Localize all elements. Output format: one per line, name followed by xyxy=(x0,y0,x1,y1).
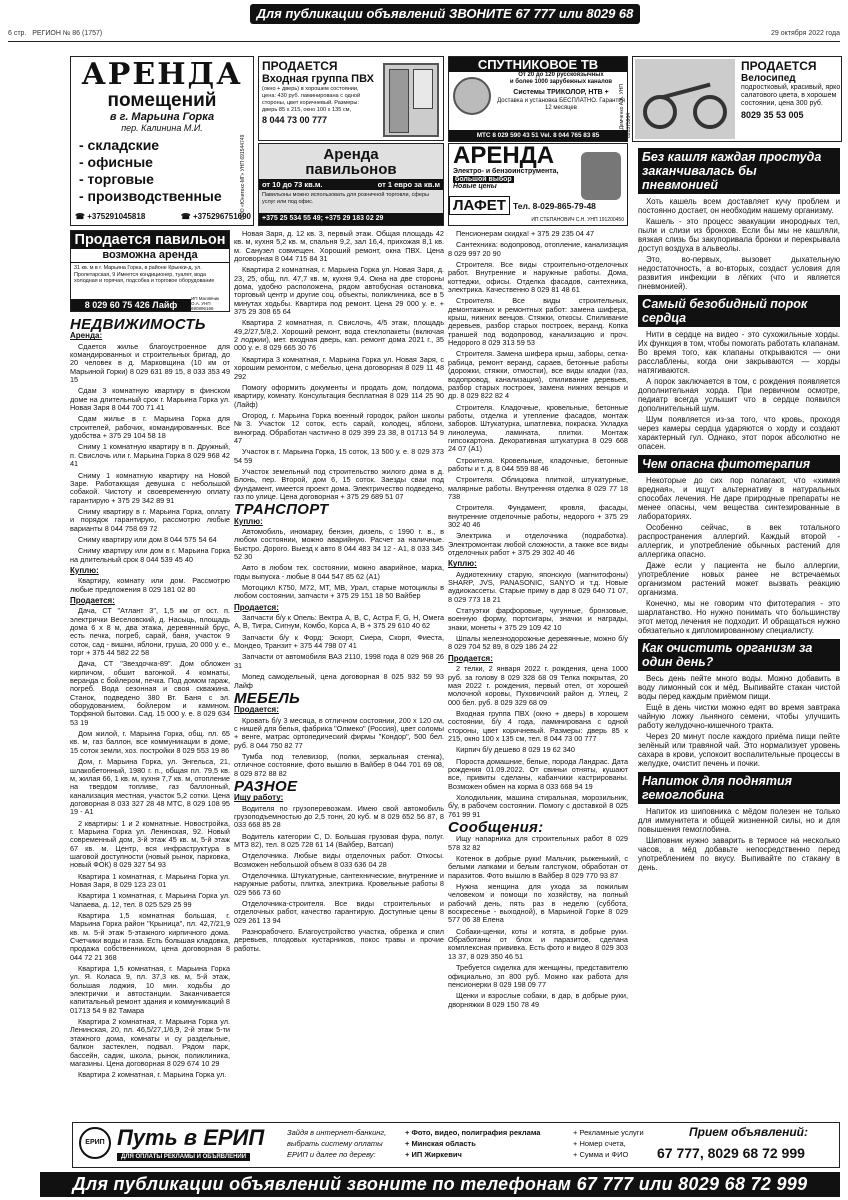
classified-ad: Квартира 2 комнатная, г. Марьина Горка ул. Новая Заря, д. 23, 25, общ. пл. 47,7 кв. м, кухня 9,4. Окна на две стороны дома, удобно расположена, рядом автобусная остановка, торговый центр и другие соц. объекты, поликлиника, все в 5 минутах ходьбы. Квартира под ремонт. Цена 29 000 у. е. + 375 29 308 65 64 xyxy=(234,265,444,317)
classified-ad: Квартира 1 комнатная, г. Марьина Горка ул. Чапаева, д. 12, тел. 8 025 529 25 99 xyxy=(70,891,230,909)
ad-title: Аренда павильонов xyxy=(305,146,397,178)
article-paragraph: Некоторые до сих пор полагают, что «химия вредная», и ищут альтернативу в натуральных способах лечения. Не даре природные препараты не менее опасны, чем вещества синтезированные в лабораториях. xyxy=(638,476,840,521)
classified-column-2 xyxy=(234,230,444,1166)
classified-ad: Квартира 3 комнатная, г. Марьина Горка ул. Новая Заря, с хорошим ремонтом, с мебелью, цена договорная 8 029 11 48 292 xyxy=(234,354,444,381)
top-banner: Для публикации объявлений ЗВОНИТЕ 67 777 или 8029 68 72 999 xyxy=(250,4,640,24)
ad-text: От 20 до 120 русскоязычных xyxy=(518,72,604,78)
ad-text: 31 кв. м в г. Марьина Горка, в районе Крынки-д, ул. Пролетарская, 9 Имеется кондиционер, туалет, вода холодная и горячая, подсобка и торговое оборудование xyxy=(74,265,215,285)
classified-ad: Квартира 2 комнатная, г. Марьина Горка ул. Ленинская, 20, пл. 46,5/27,1/6,9, 2-й этаж 5-ти этажного дома, комнаты и су раздельные, балкон застеклен, подвал. Рядом парк, бассейн, садик, школа, рынок, поликлиника, магазины. Цена договорная 8 029 674 10 29 xyxy=(70,1017,230,1068)
classified-ad: Электрика и отделочника (подработка). Электромонтаж любой сложности, а также все виды отделочных работ + 375 29 302 40 46 xyxy=(448,531,628,558)
classified-ad: Мопед самодельный, цена договорная 8 025 932 59 93 Лайф xyxy=(234,672,444,690)
ad-title: Продается павильон xyxy=(71,231,229,249)
section-heading-messages: Сообщения: xyxy=(448,819,544,836)
article-paragraph: Нити в сердце на видео - это сухожильные хорды. Их функция в том, чтобы помогать работать клапанам. Во время того, как клапаны открываются — они расслаблены, когда они закрываются — хорды натягиваются. xyxy=(638,330,840,375)
classified-ad: Кровать б/у 3 месяца, в отличном состоянии, 200 х 120 см, с нишей для белья, фабрика "Олмеко" (Россия), цвет соломы + венге, матрас ортопедический фирмы "Кондор", 500 бел. руб. 8 044 750 82 77 xyxy=(234,715,444,750)
bicycle-image xyxy=(635,59,735,139)
ad-heading: Входная группа ПВХ xyxy=(262,73,374,85)
article-paragraph: Шиповник нужно заварить в термосе на несколько часов, а мёд добавьте непосредственно перед употреблением по вкусу. Выпивайте по стакану в день. xyxy=(638,836,840,872)
article-heading: Чем опасна фитотерапия xyxy=(638,455,840,473)
classified-ad: Пороста домашние, белые, порода Ландрас. Дата рождения 01.09.2022. От свиньи отняты, кушают все, привиты сделаны, кабанчики кастрированы. Возможен обмен на корма 8 033 668 94 19 xyxy=(448,756,628,791)
article-paragraph: Хоть кашель всем доставляет кучу проблем и постоянно достает, он необходим нашему организму. xyxy=(638,197,840,215)
section-heading-furniture: МЕБЕЛЬ xyxy=(234,689,301,707)
ad-text: Доставка и установка БЕСПЛАТНО. Гарантия 12 месяцев xyxy=(497,98,625,111)
ad-phones: МТС 8 029 590 43 51 Vel. 8 044 765 83 85 xyxy=(449,130,627,141)
classified-ad: Запчасти б/у к Форд: Эскорт, Сиера, Скорп, Фиеста, Мондео, Транзит + 375 44 798 07 41 xyxy=(234,632,444,651)
ad-phone: 8 044 73 00 777 xyxy=(262,115,328,125)
classified-ad: Холодильник, машина стиральная, морозильник, б/у, в рабочем состоянии. Помогу с доставкой 8 025 761 99 91 xyxy=(448,792,628,819)
article-paragraph: Напиток из шиповника с мёдом полезен не только для иммунитета и общей жизненной силы, но и для повышения гемоглобина. xyxy=(638,807,840,834)
subsection-heading: Ищу работу: xyxy=(234,793,284,803)
ad-item: - офисные xyxy=(79,154,153,170)
ad-phones: +375 25 534 55 49; +375 29 183 02 29 xyxy=(259,213,443,225)
ad-text: Новые цены xyxy=(453,183,497,190)
article-paragraph: Особенно сейчас, в век тотального распространения аллергий. Каждый второй - аллергик, и употребление обычных растений для аллергика опасно. xyxy=(638,523,840,559)
ad-text: и более 1000 зарубежных каналов xyxy=(509,79,613,85)
ad-phone: 8 029 60 75 426 Лайф xyxy=(71,299,191,311)
classified-ad: Строителя. Облицовка плиткой, штукатурные, малярные работы. Внутренняя отделка 8 029 77 18 738 xyxy=(448,475,628,501)
classified-ad: Дача, СТ "Звездочка-89". Дом обложен кирпичом, обшит вагонкой. 4 комнаты, веранда с бойлером, печка. Под домом гараж, погреб. Вода сезонная и своя скважина. Станок, подведено 380 Вт. Баня с эл. оборудованием, бойлером и камином. Торфяной бытовки. Сад. 15 000 у. е. 8 029 634 53 19 xyxy=(70,659,230,727)
article-heading: Напиток для поднятия гемоглобина xyxy=(638,772,840,804)
drill-image xyxy=(581,152,621,200)
ad-unp: ИП СТЕПАНОВИЧ С.Н. УНП 191200450 xyxy=(531,217,624,223)
subsection-heading: Куплю: xyxy=(448,559,477,569)
classified-ad: Квартира 1 комнатная, г. Марьина Горка ул. Новая Заря, 8 029 123 23 01 xyxy=(70,871,230,889)
erip-subtitle: ДЛЯ ОПЛАТЫ РЕКЛАМЫ И ОБЪЯВЛЕНИЙ xyxy=(117,1153,250,1161)
classified-ad: Запчасти б/у к Опель: Вектра А, В, С, Астра F, G, H, Омега А, В, Тигра, Сигнум, Комбо, Корса А, В + 375 29 610 40 62 xyxy=(234,613,444,631)
erip-item: + Сумма и ФИО xyxy=(573,1150,629,1159)
ad-title: АРЕНДА xyxy=(81,57,243,92)
classified-ad: Квартира 1,5 комнатная, г. Марьина Горка ул. Я. Коласа 9, пл. 37,3 кв. м, 5-й этаж, большая лоджия, 10 мин. ходьбы до электрички и автостанции. Заканчивается капитальный ремонт здания и коммуникаций 8 01713 54 9 82 Тамара xyxy=(70,964,230,1015)
phone-icon: ☎ xyxy=(75,212,85,221)
classified-ad: Мотоцикл К750, М72, МТ, МВ, Урал, старые мотоциклы в любом состоянии, запчасти + 375 29 151 18 50 Вайбер xyxy=(234,583,444,601)
subsection-heading: Продается: xyxy=(448,653,493,663)
ads-label: Прием объявлений: xyxy=(689,1125,809,1139)
ad-side-note: ИП Демченко А.А. УНП 691375964 xyxy=(619,84,632,138)
classified-ad: Шпалы железнодорожные деревянные, можно б/у 8 029 704 52 89, 8 029 186 24 22 xyxy=(448,634,628,652)
classified-ad: Строителя. Кладочные, кровельные, бетонные работы, отделка и утепление фасадов, монтаж заборов. Штукатурка, шпатлевка, покраска. Укладка линолеума, ламината, плитки. Монтаж гипсокартона. Декоративная штукатурка 8 029 668 24 07 (А1) xyxy=(448,402,628,454)
ad-item: - складские xyxy=(79,137,160,153)
erip-item: + Рекламные услуги xyxy=(573,1128,644,1137)
page-header xyxy=(8,28,840,42)
erip-item: + ИП Жиркевич xyxy=(405,1150,462,1159)
classified-ad: Отделочника-строителя. Все виды строительных и отделочных работ, качество гарантирую. Доступные цены 8 029 261 13 94 xyxy=(234,899,444,925)
article-heading: Без кашля каждая простуда заканчивалась бы пневмонией xyxy=(638,148,840,194)
subsection-heading: Аренда: xyxy=(70,331,103,341)
classified-ad: Автомобиль, иномарку, бензин, дизель, с 1990 г. в., в любом состоянии, можно аварийную. Расчет за наличные. Быстро. Дорого. Выезд к авто 8 044 483 34 12 - А1, 8 033 345 52 30 xyxy=(234,527,444,562)
classified-ad: 2 телки, 2 января 2022 г. рождения, цена 1000 руб. за голову 8 029 328 68 09 Телка покрытая, 20 мая 2022 г. рождения, первый отел, от хорошей молочной коровы, Пуховичский район д. Углец, 2 000 бел. руб. 8 029 329 68 09 xyxy=(448,664,628,707)
classified-ad: Аудиотехнику старую, японскую (магнитофоны) SHARP, JVS, PANASONIC, SANYO и т.д. Новые аудиокассеты. Старые приму в дар 8 029 640 71 07, 8 029 773 18 21 xyxy=(448,569,628,604)
section-heading-realty: НЕДВИЖИМОСТЬ xyxy=(70,316,206,333)
classified-ad: Сниму квартиру или дом в г. Марьина Горка на длительный срок 8 044 539 45 40 xyxy=(70,546,230,564)
ad-title: АРЕНДА xyxy=(453,143,555,169)
classified-ad: Требуется сиделка для женщины, представителю официально, зп 800 руб. Можно как работа для пенсионерки 8 029 198 09 77 xyxy=(448,963,628,989)
classified-ad: Огород, г. Марьина Горка военный городок, район школы №3. Участок 12 соток, есть сарай, колодец, яблони, виноград. Обработан частично 8 029 399 23 38, 8 01713 54 9 47 xyxy=(234,410,444,445)
classified-ad: Дом жилой, г. Марьина Горка, общ. пл. 65 кв. м, газ баллон, все коммуникации в доме, 15 соток земли, хоз. постройки 8 029 553 19 86 xyxy=(70,729,230,755)
ad-satellite-tv xyxy=(448,56,632,142)
classified-ad: Дача, СТ "Атлант 3", 1,5 км от ост. п. электрички Веселовский, д. Насыць, площадь дома 6 х 8 м, два этажа, деревянный брус, есть печка, погреб, сарай, баня, участок 9 соток, сад - вишни, яблони, груша, 20 000 у. е., торг + 375 44 582 22 58 xyxy=(70,606,230,658)
subsection-heading: Продается: xyxy=(234,705,279,715)
ad-text: Системы ТРИКОЛОР, НТВ + xyxy=(513,89,609,96)
classified-ad: Статуэтки фарфоровые, чугунные, бронзовые, военную форму, портсигары, значки и награды, знаки, монеты + 375 29 109 42 10 xyxy=(448,606,628,632)
classified-ad: Строителя. Замена шифера крыш, заборы, сетка-рабица, ремонт веранд, сараев, бетонные работы (дорожки, стяжки, отмостки), все виды кладки (газ, водопровод, канализация), спиливание деревьев, разбор старых построек, замена нижних венцов и др. 8 029 822 82 4 xyxy=(448,349,628,401)
classified-ad: Квартира 2 комнатная, г. Марьина Горка ул. xyxy=(78,1070,227,1080)
section-heading-misc: РАЗНОЕ xyxy=(234,777,298,795)
ad-door-sale xyxy=(258,56,444,141)
ad-subtitle: возможна аренда xyxy=(71,249,229,263)
article-paragraph: Шум появляется из-за того, что кровь, проходя через камеры сердца ударяются о хорду и создают характерный гул. Однако, этот порок абсолютно не опасен. xyxy=(638,415,840,451)
article-paragraph: Через 20 минут после каждого приёма пищи пейте зелёный или травяной чай. Это нормализует уровень сахара в крови, успокоит воспалительные процессы в желудке, очистит печень и почки. xyxy=(638,732,840,768)
ad-bicycle-sale xyxy=(632,56,842,142)
classified-ad: Пенсионерам скидка! + 375 29 235 04 47 xyxy=(456,230,595,238)
article-paragraph: А порок заключается в том, с рождения появляется дополнительная хорда. При первичном осмотре, педиатр всегда услышит что в сердце появился дополнительный шум. xyxy=(638,377,840,413)
page-number: 6 стр. РЕГИОН № 86 (1757) xyxy=(8,30,103,37)
ad-text: Электро- и бензоинструмента, xyxy=(453,168,559,175)
issue-date: 29 октября 2022 года xyxy=(771,30,840,37)
classified-ad: Сниму 1 комнатную квартиру в п. Дружный, п. Свислочь или г. Марьина Горка 8 029 968 42 41 xyxy=(70,442,230,469)
classified-ad: Сантехника: водопровод, отопление, канализация 8 029 997 20 90 xyxy=(448,240,628,258)
ad-item: - производственные xyxy=(79,188,222,204)
ad-text: большой выбор xyxy=(455,176,512,183)
classified-ad: Участок в г. Марьина Горка, 15 соток, 13 500 у. е. 8 029 373 54 59 xyxy=(234,447,444,465)
ad-brand: ЛАФЕТ xyxy=(449,196,510,215)
article-paragraph: Кашель - это процесс эвакуации инородных тел, пыли и слизи из бронхов. Если бы мы не кашляли, вязкая слизь бы закупоривала бронхи и перекрывала доступ воздуха в альвеолы. xyxy=(638,217,840,253)
erip-payment-block xyxy=(72,1122,840,1168)
ad-side-note: ООО «Юнитекс-МГ» УНП 691544749 xyxy=(240,134,246,220)
subsection-heading: Куплю: xyxy=(234,516,263,526)
erip-item: + Фото, видео, полиграфия реклама xyxy=(405,1128,541,1137)
article-paragraph: Весь день пейте много воды. Можно добавить в воду лимонный сок и мёд. Выпивайте стакан чистой воды перед каждым приёмом пищи. xyxy=(638,674,840,701)
ad-phone: Тел. 8-029-865-79-48 xyxy=(512,200,596,211)
classified-ad: Сдается жилье благоустроенное для командированных и строительных бригад, до 20 человек в д. Марковщина (10 км от Марьиной Горки) 8 029 631 89 15, 8 033 353 49 15 xyxy=(70,341,230,385)
ad-arenda-premises xyxy=(70,56,254,226)
article-paragraph: Даже если у пациента не было аллергии, употребление новых ранее не встречаемых организмом растений может вызвать реакцию организма. xyxy=(638,561,840,597)
classified-ad: Сниму 1 комнатную квартиру на Новой Заре. Работающая девушка с небольшой собакой. Чистоту и своевременную оплату гарантирую + 375 29 342 89 91 xyxy=(70,470,230,505)
erip-title: Путь в ЕРИП xyxy=(117,1125,265,1150)
classified-ad: Сдам 3 комнатную квартиру в финском доме на длительный срок г. Марьина Горка ул. Новая Заря 8 044 700 71 41 xyxy=(70,386,230,413)
ad-pavilion-rent xyxy=(258,143,444,226)
classified-ad: Новая Заря, д. 12 кв. 3, первый этаж. Общая площадь 42 кв. м, кухня 5,2 кв. м, спальня 9,2, зал 16,4, прихожая 8,1 кв. м. Санузел совмещен. Хороший ремонт, окна ПВХ. Цена договорная 8 044 715 84 31 xyxy=(234,230,444,264)
ad-text: подростковый, красивый, ярко салатового цвета, в хорошем состоянии, цена 300 руб. xyxy=(741,84,841,107)
ad-price: от 1 евро за кв.м xyxy=(377,180,440,189)
classified-ad: Кирпич б/у дешево 8 029 19 62 340 xyxy=(456,745,575,755)
classified-ad: Разнорабочего. Благоустройство участка, обрезка и спил деревьев, плодовых кустарников, покос травы и прочие работы. xyxy=(234,927,444,953)
classified-ad: Строителя. Кровельные, кладочные, бетонные работы и т. д. 8 044 559 88 46 xyxy=(448,455,628,473)
ad-phone: ☎ +375296751690 xyxy=(180,212,251,221)
ads-phones: 67 777, 8029 68 72 999 xyxy=(657,1145,805,1161)
ad-text: (окно + дверь) в хорошем состоянии, цена: 430 руб. ламинирована с одной стороны, цвет коричневый. Размеры: дверь 85 х 215, окно 100 х 135 см, xyxy=(262,86,361,113)
classified-ad: Входная группа ПВХ (окно + дверь) в хорошем состоянии, б/у 4 года, ламинирована с одной стороны, цвет коричневый. Размеры: дверь 85 х 215, окно 100 х 135 см, тел. 8 044 73 00 777 xyxy=(448,708,628,743)
article-paragraph: Это, во-первых, вызовет дыхательную недостаточность, а во-вторых, создаст условия для развития инфекции в лёгких (что и является пневмонией). xyxy=(638,255,840,291)
classified-ad: Сниму квартиру или дом 8 044 575 54 64 xyxy=(78,534,217,544)
article-heading: Самый безобидный порок сердца xyxy=(638,295,840,327)
ad-street: пер. Калинина М.И. xyxy=(121,123,203,133)
ad-title: СПУТНИКОВОЕ ТВ xyxy=(449,57,627,72)
erip-item: + Номер счета, xyxy=(573,1139,626,1148)
subsection-heading: Продается: xyxy=(234,602,279,612)
classified-ad: Отделочника. Любые виды отделочных работ. Откосы. Возможен небольшой объем 8 033 636 04 28 xyxy=(234,851,444,869)
article-paragraph: Ещё в день чистки можно едят во время завтрака чайную ложку льняного семени, чтобы улучшить работу желудочно-кишечного тракта. xyxy=(638,703,840,730)
section-heading-transport: ТРАНСПОРТ xyxy=(234,501,329,519)
satellite-dish-icon xyxy=(453,77,491,115)
ad-text: Павильоны можно использовать для розничной торговли, сферы услуг или под офис. xyxy=(262,192,429,205)
ad-price: от 10 до 73 кв.м. xyxy=(262,180,323,189)
subsection-heading: Продается: xyxy=(70,595,115,605)
erip-step: Зайдя в интернет-банкинг, xyxy=(287,1128,387,1137)
classified-ad: Дом, г. Марьина Горка, ул. Энгельса, 21, шлакобетонный, 1980 г. п., общая пл. 79,5 кв. м, жилая 66, 1 кв. м, кухня 7,7 кв. м, отопление на твердом топливе, газ баллонный, канализация местная, участок 5,2 сотки. Цена договорная 8 033 327 28 48 МТС, 8 029 108 95 19 - А1 xyxy=(70,757,230,817)
erip-step: ЕРИП и далее по дереву: xyxy=(287,1150,376,1159)
ad-phone: 8029 35 53 005 xyxy=(741,110,804,120)
classified-column-1 xyxy=(70,316,230,1166)
ad-item: - торговые xyxy=(79,171,154,187)
classified-ad: Квартира 2 комнатная, п. Свислочь, 4/5 этаж, площадь 49,2/27,5/8,2. Хороший ремонт, вода стеклопакеты (включая 2 лоджии), мет. входная дверь, кап. ремонт дома 2021 г., 35 000 у. е. 8 029 665 30 76 xyxy=(234,318,444,353)
classified-ad: Строителя. Все виды строительных, демонтажных и ремонтных работ: замена шифера, крыш, нижних венцов. Стяжки, откосы. Спиливание деревьев, разбор старых построек, веранд. Копка траншей под водопровод, канализацию и проч. Недорого 8 029 313 59 53 xyxy=(448,296,628,348)
classified-ad: Щенки и взрослые собаки, в дар, в добрые руки, дворняжки 8 029 150 78 49 xyxy=(448,991,628,1009)
classified-ad: Котенок в добрые руки! Мальчик, рыженький, с белыми лапками и белым галстуком, обработан от паразитов. Фото вышлю в Вайбер 8 029 770 93 87 xyxy=(448,854,628,880)
ad-subtitle: помещений xyxy=(107,90,217,111)
classified-ad: Авто в любом тех. состоянии, можно аварийное, марка, годы выпуска - любые 8 044 547 85 62 (А1) xyxy=(234,563,444,581)
footer-banner: Для публикации объявлений звоните по телефонам 67 777 или 8029 68 72 999 xyxy=(40,1172,840,1197)
subsection-heading: Куплю: xyxy=(70,565,99,575)
classified-ad: Отделочника. Штукатурные, сантехнические, внутренние и наружные работы, плитка, электрика. Кровельные работы 8 029 566 73 60 xyxy=(234,871,444,897)
classified-ad: Водителя по грузоперевозкам. Имею свой автомобиль грузоподъемностью до 2,5 тонн, 20 куб. м 8 029 652 56 87, 8 033 668 85 28 xyxy=(234,803,444,830)
classified-ad: Строителя. Все виды строительно-отделочных работ. Внутренние и наружные работы. Дома, коттеджи, офисы. Отделка фасадов, сантехника, электрика. Качественно 8 029 81 48 61 xyxy=(448,260,628,295)
classified-ad: Ищу напарника для строительных работ 8 029 578 32 82 xyxy=(448,834,628,852)
ad-lafet-tools xyxy=(448,143,628,226)
classified-ad: Сдам жилье в г. Марьина Горка для строителей, рабочих, командированных. Все удобства + 375 29 104 58 18 xyxy=(70,414,230,441)
erip-logo: ЕРИП xyxy=(79,1127,111,1159)
ad-title: ПРОДАЕТСЯ xyxy=(741,59,817,73)
ad-title: ПРОДАЕТСЯ xyxy=(262,59,338,73)
classified-ad: Нужна женщина для ухода за пожилым человеком и помощи по хозяйству, на полный рабочий день, пять раз в неделю (суббота, воскресенье - выходной), в Марьиной Горке 8 029 577 06 38 Елена xyxy=(448,882,628,925)
article-paragraph: Конечно, мы не говорим что фитотерапия - это шарлатанство. Но нужно понимать что большинству этот метод лечения не подходит. И обращаться нужно обязательно к дипломированному специалисту. xyxy=(638,599,840,635)
classified-column-3 xyxy=(448,230,628,1166)
erip-step: выбрать систему оплаты xyxy=(287,1139,383,1148)
health-column xyxy=(638,144,840,1166)
classified-ad: Водитель категории С, D. Большая грузовая фура, полуг. МТЗ 82), тел. 8 025 728 61 14 (Вайбер, Ватсап) xyxy=(234,831,444,849)
phone-icon: ☎ xyxy=(180,212,191,221)
ad-pavilion-sale xyxy=(70,230,230,312)
classified-ad: Сниму квартиру в г. Марьина Горка, оплату и порядок гарантирую, рассмотрю любые варианты 8 044 758 69 72 xyxy=(70,506,230,533)
classified-ad: Собаки-щенки, коты и котята, в добрые руки. Обработаны от блох и паразитов, сделана комплексная прививка. Есть фото и видео 8 029 303 13 37, 8 029 350 46 51 xyxy=(448,926,628,961)
classified-ad: 2 квартиры: 1 и 2 комнатные. Новостройка, г. Марьина Горка ул. Ленинская, 92. Новый современный дом, 3-й этаж 45 кв. м, 5-й этаж 67 кв. м. Центр, вся инфраструктура в шаговой доступности (новый рынок, парковка, новый ФОК) 8 029 327 54 93 xyxy=(70,818,230,870)
classified-ad: Тумба под телевизор, (полки, зеркальная стенка), отличное состояние, фото вышлю в Вайбер 8 044 701 69 08, 8 029 872 88 82 xyxy=(234,751,444,778)
classified-ad: Запчасти от автомобиля ВАЗ 2110, 1998 года 8 029 968 26 31 xyxy=(234,652,444,670)
classified-ad: Строителя. Фундамент, кровля, фасады, внутренние отделочные работы, недорого + 375 29 302 40 46 xyxy=(448,503,628,529)
ad-heading: Велосипед xyxy=(741,73,796,84)
ad-place: в г. Марьина Горка xyxy=(109,111,215,123)
article-heading: Как очистить организм за один день? xyxy=(638,639,840,671)
classified-ad: Квартиру, комнату или дом. Рассмотрю любые предложения 8 029 181 02 80 xyxy=(70,576,230,594)
erip-item: + Минская область xyxy=(405,1139,476,1148)
classified-ad: Участок земельный под строительство жилого дома в д. Блонь, пер. Второй, дом 6, 15 соток. Заезды сваи под фундамент, имеется проект дома. Электричество подведено, газ по улице. Цена договорная + 375 29 689 51 07 xyxy=(234,466,444,501)
classified-ad: Квартира 1,5 комнатная большая, г. Марьина Горка район "Крыница", пл. 42,7/21,9 кв. м. 5-й этаж 5-этажного кирпичного дома. Счетчики воды и газа. Есть большая кладовка, продажа собственником, цена договорная 8 044 72 21 368 xyxy=(70,911,230,962)
door-image xyxy=(383,63,439,137)
ad-side-note: ИП Малявчик О.А. УНП 690896166 xyxy=(191,296,220,311)
classified-ad: Помогу оформить документы и продать дом, полдома, квартиру, комнату. Консультация бесплатная 8 029 114 25 90 (Лайф) xyxy=(234,382,444,409)
ad-phone: ☎ +375291045818 xyxy=(75,212,146,221)
